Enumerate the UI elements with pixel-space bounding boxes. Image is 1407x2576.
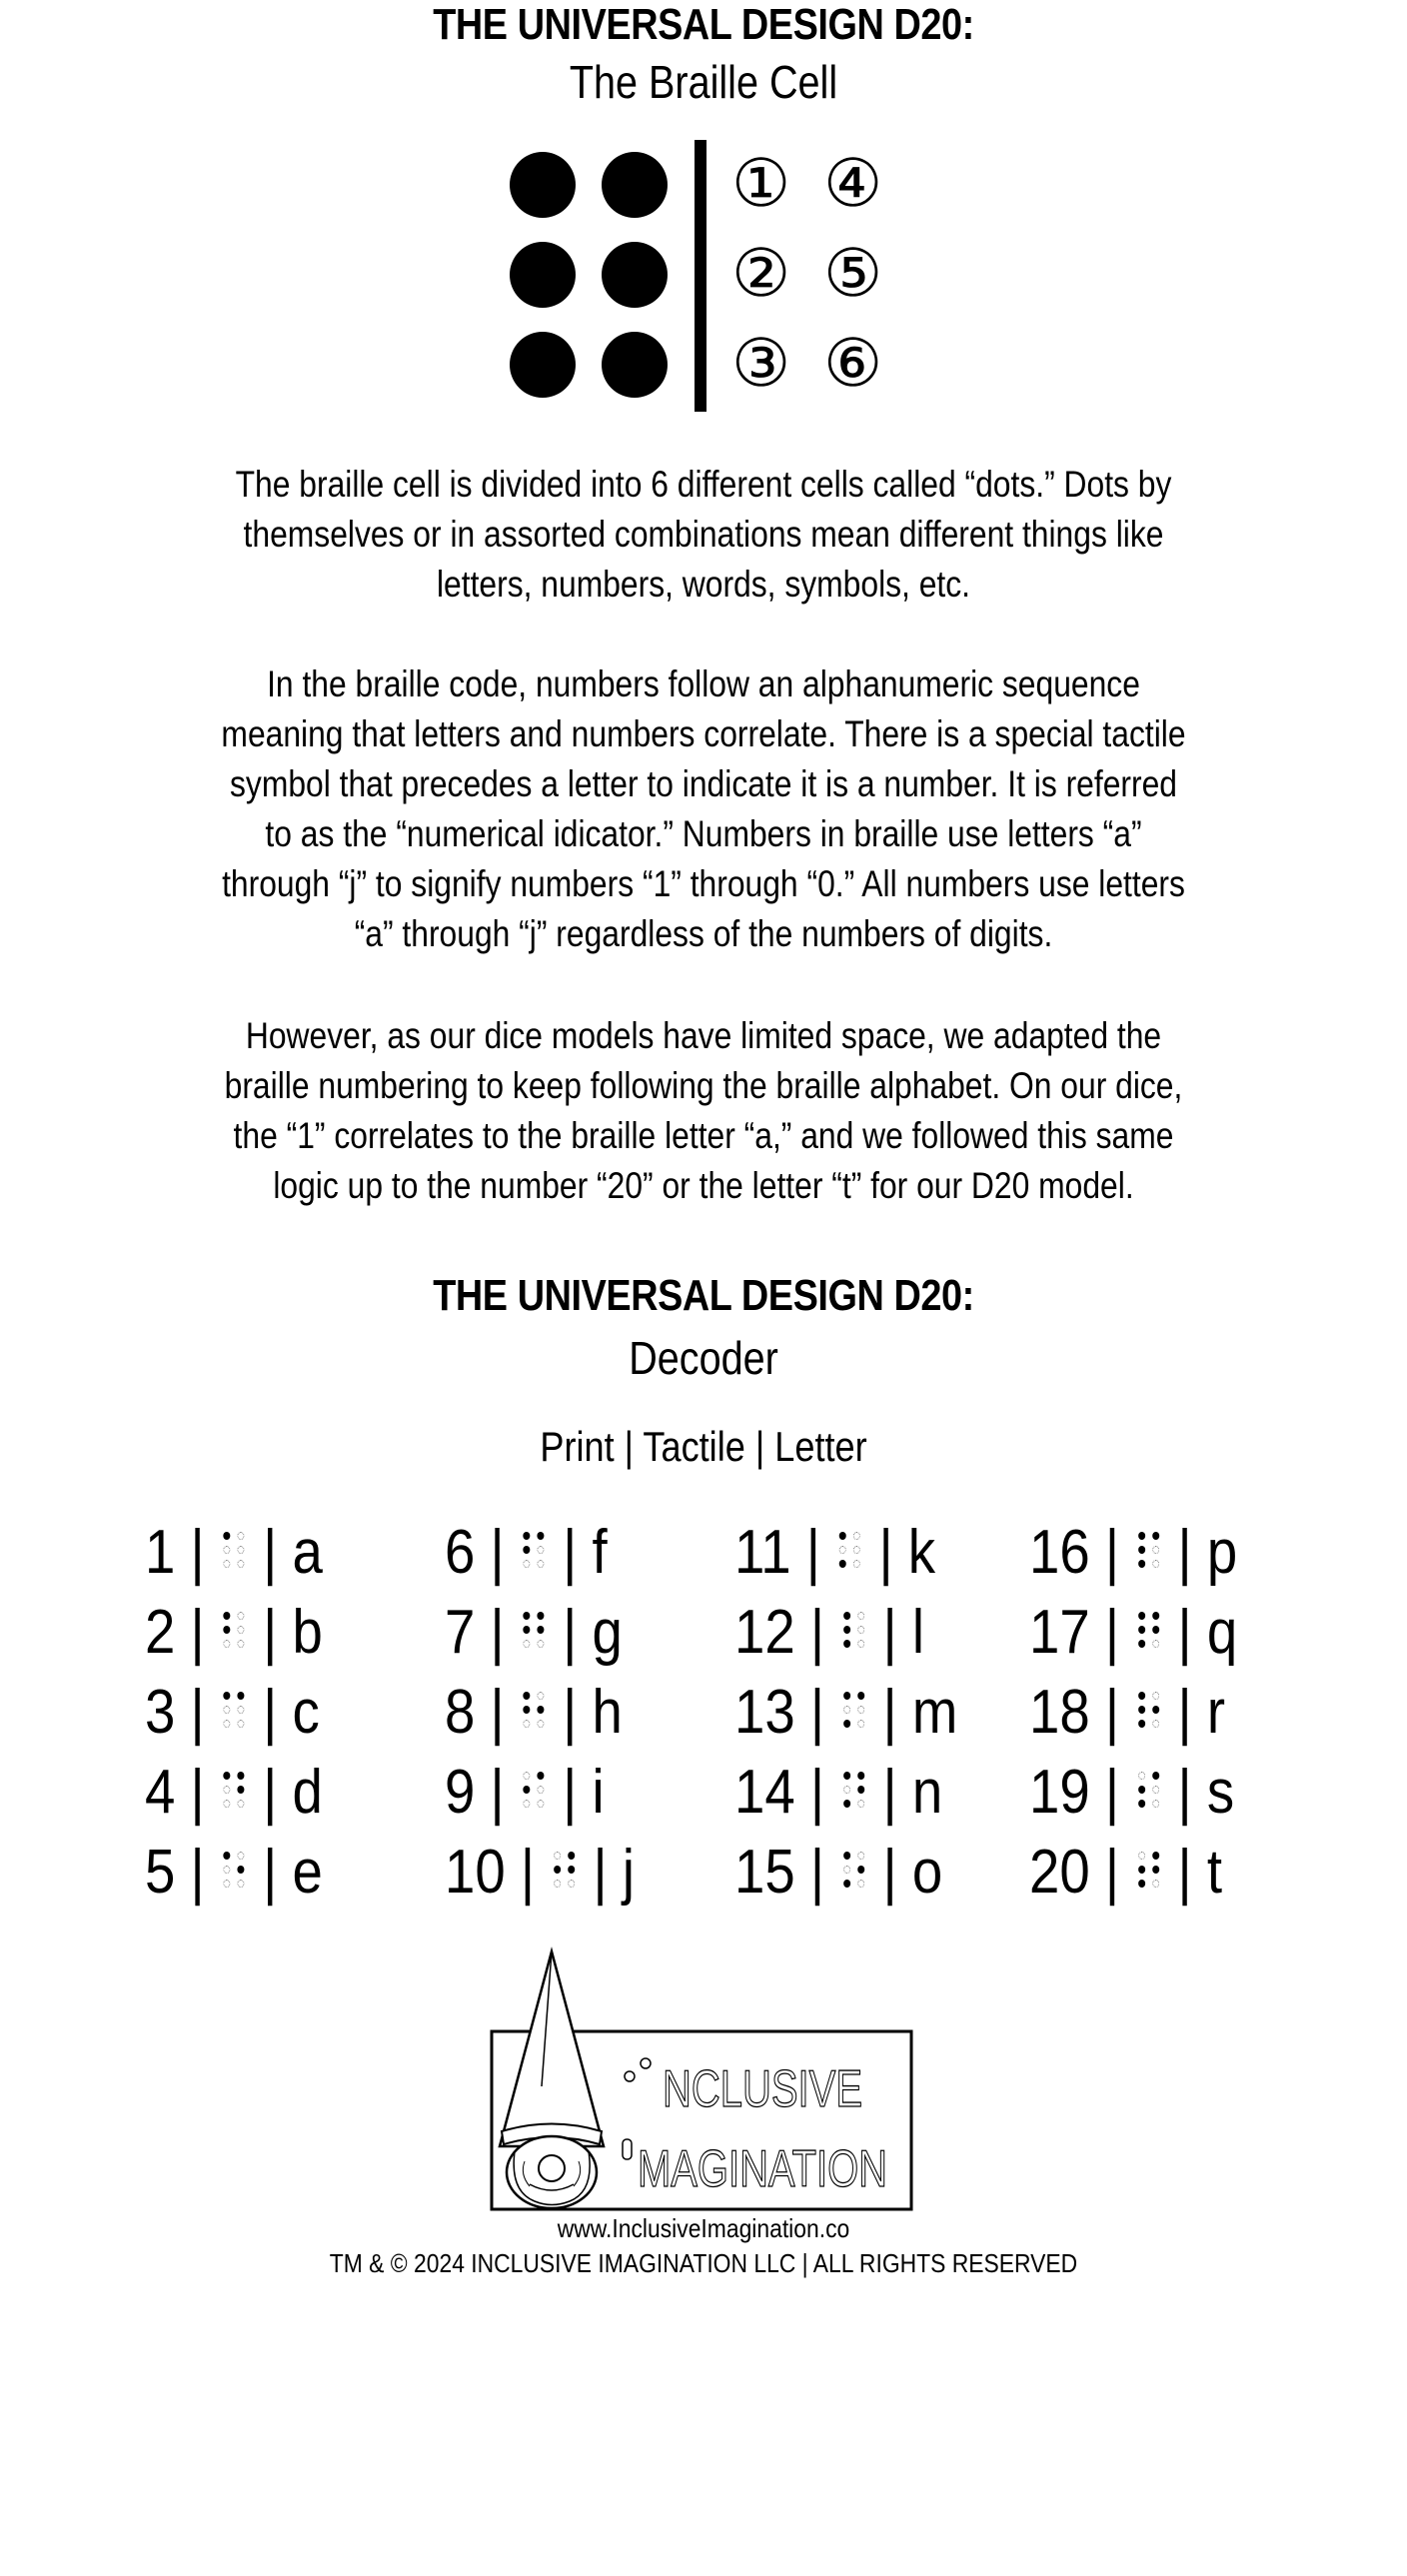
empty-dot (237, 1880, 244, 1888)
decoder-entry (145, 1677, 320, 1748)
separator: | (1089, 1598, 1135, 1667)
decoder-print-number: 6 (445, 1518, 476, 1587)
decoder-tactile-braille-icon (222, 1606, 247, 1656)
dot-number-5: ⑤ (823, 236, 883, 310)
logo-text-inclusive: NCLUSIVE (663, 2060, 862, 2118)
separator: | (248, 1838, 293, 1907)
decoder-print-number: 5 (145, 1838, 176, 1907)
decoder-print-number: 7 (445, 1598, 476, 1667)
decoder-print-number: 10 (445, 1838, 506, 1907)
empty-dot (1152, 1560, 1159, 1568)
empty-dot (223, 1800, 230, 1808)
empty-dot (237, 1626, 244, 1634)
raised-dot (537, 1612, 544, 1620)
raised-dot (223, 1532, 230, 1540)
empty-dot (1138, 1852, 1145, 1860)
decoder-print-number: 11 (734, 1518, 791, 1587)
raised-dot (537, 1626, 544, 1634)
decoder-print-number: 20 (1029, 1838, 1090, 1907)
decoder-letter: d (292, 1758, 323, 1827)
paragraph-line: letters, numbers, words, symbols, etc. (436, 564, 971, 605)
decoder-entry (1029, 1677, 1225, 1748)
raised-dot (843, 1626, 850, 1634)
empty-dot (537, 1800, 544, 1808)
paragraph-braille-numbers (99, 659, 1309, 959)
separator: | (175, 1838, 220, 1907)
braille-dot-3 (510, 332, 576, 398)
dot-number-3: ③ (731, 326, 791, 400)
dot-number-1: ① (731, 146, 791, 220)
decoder-tactile-braille-icon (222, 1846, 247, 1896)
raised-dot (1138, 1706, 1145, 1714)
paragraph-line: braille numbering to keep following the braille alphabet. On our dice, (224, 1065, 1183, 1106)
empty-dot (237, 1532, 244, 1540)
raised-dot (1138, 1546, 1145, 1554)
separator: | (548, 1598, 593, 1667)
decoder-column-header: Print | Tactile | Letter (540, 1423, 867, 1470)
raised-dot (843, 1800, 850, 1808)
raised-dot (523, 1706, 530, 1714)
decoder-tactile-braille-icon (841, 1606, 866, 1656)
raised-dot (237, 1866, 244, 1874)
decoder-entry (145, 1757, 323, 1828)
separator: | (548, 1518, 593, 1587)
raised-dot (237, 1692, 244, 1700)
section-subtitle-braille-cell: The Braille Cell (569, 56, 838, 108)
empty-dot (857, 1640, 864, 1648)
decoder-print-number: 18 (1029, 1678, 1090, 1747)
raised-dot (223, 1772, 230, 1780)
separator: | (475, 1598, 520, 1667)
raised-dot (1138, 1720, 1145, 1728)
decoder-print-number: 13 (734, 1678, 795, 1747)
decoder-tactile-braille-icon (222, 1526, 247, 1576)
raised-dot (237, 1772, 244, 1780)
braille-dot-6 (602, 332, 668, 398)
decoder-letter: o (911, 1838, 943, 1907)
braille-dot-2 (510, 242, 576, 308)
empty-dot (857, 1626, 864, 1634)
decoder-tactile-braille-icon (841, 1846, 866, 1896)
empty-dot (237, 1560, 244, 1568)
decoder-letter: s (1206, 1758, 1235, 1827)
separator: | (867, 1838, 912, 1907)
raised-dot (839, 1560, 846, 1568)
raised-dot (1138, 1866, 1145, 1874)
raised-dot (843, 1720, 850, 1728)
empty-dot (223, 1786, 230, 1794)
empty-dot (853, 1546, 860, 1554)
dot-number-4: ④ (823, 146, 883, 220)
paragraph-line: themselves or in assorted combinations mean different things like (243, 514, 1164, 555)
logo-text-imagination: MAGINATION (638, 2140, 887, 2198)
paragraph-line: logic up to the number “20” or the letter “t” for our D20 model. (273, 1165, 1134, 1206)
empty-dot (857, 1612, 864, 1620)
empty-dot (853, 1532, 860, 1540)
separator: | (175, 1678, 220, 1747)
decoder-letter: t (1206, 1838, 1223, 1907)
separator: | (1162, 1838, 1207, 1907)
empty-dot (237, 1612, 244, 1620)
braille-dot-4 (602, 152, 668, 218)
empty-dot (237, 1852, 244, 1860)
braille-cell-diagram (510, 140, 909, 415)
separator: | (867, 1678, 912, 1747)
raised-dot (568, 1866, 575, 1874)
decoder-entry (145, 1517, 323, 1588)
raised-dot (1138, 1640, 1145, 1648)
decoder-letter: q (1206, 1598, 1238, 1667)
empty-dot (857, 1720, 864, 1728)
decoder-entry (734, 1597, 924, 1668)
decoder-entry (445, 1757, 605, 1828)
raised-dot (857, 1866, 864, 1874)
braille-dot-5 (602, 242, 668, 308)
empty-dot (1152, 1880, 1159, 1888)
decoder-letter: j (622, 1838, 635, 1907)
decoder-entry (445, 1597, 623, 1668)
paragraph-braille-cell (99, 460, 1309, 610)
footer-website-link[interactable]: www.InclusiveImagination.co (557, 2213, 850, 2243)
decoder-letter: r (1206, 1678, 1226, 1747)
decoder-letter: k (907, 1518, 936, 1587)
empty-dot (554, 1852, 561, 1860)
decoder-tactile-braille-icon (1136, 1606, 1161, 1656)
separator: | (578, 1838, 623, 1907)
decoder-print-number: 4 (145, 1758, 176, 1827)
decoder-tactile-braille-icon (1136, 1686, 1161, 1736)
cell-divider (695, 140, 706, 412)
separator: | (1089, 1678, 1135, 1747)
separator: | (548, 1758, 593, 1827)
decoder-tactile-braille-icon (841, 1766, 866, 1816)
empty-dot (523, 1720, 530, 1728)
paragraph-line: However, as our dice models have limited space, we adapted the (245, 1015, 1162, 1056)
raised-dot (223, 1852, 230, 1860)
empty-dot (237, 1546, 244, 1554)
empty-dot (523, 1772, 530, 1780)
raised-dot (1152, 1612, 1159, 1620)
separator: | (1162, 1598, 1207, 1667)
decoder-tactile-braille-icon (522, 1526, 547, 1576)
raised-dot (843, 1852, 850, 1860)
raised-dot (1138, 1800, 1145, 1808)
separator: | (1162, 1678, 1207, 1747)
decoder-entry (1029, 1597, 1237, 1668)
empty-dot (537, 1692, 544, 1700)
separator: | (1089, 1838, 1135, 1907)
raised-dot (223, 1612, 230, 1620)
decoder-tactile-braille-icon (841, 1686, 866, 1736)
empty-dot (568, 1880, 575, 1888)
decoder-print-number: 12 (734, 1598, 795, 1667)
paragraph-dice-adaptation (99, 1011, 1309, 1211)
empty-dot (223, 1560, 230, 1568)
raised-dot (1152, 1772, 1159, 1780)
raised-dot (523, 1626, 530, 1634)
decoder-entry (1029, 1517, 1237, 1588)
separator: | (867, 1598, 912, 1667)
raised-dot (1152, 1866, 1159, 1874)
separator: | (794, 1678, 840, 1747)
decoder-entry (1029, 1837, 1222, 1908)
separator: | (248, 1758, 293, 1827)
decoder-tactile-braille-icon (1136, 1766, 1161, 1816)
section-subtitle-decoder: Decoder (629, 1332, 778, 1384)
raised-dot (1138, 1560, 1145, 1568)
empty-dot (1152, 1546, 1159, 1554)
empty-dot (237, 1640, 244, 1648)
decoder-print-number: 1 (145, 1518, 176, 1587)
separator: | (175, 1518, 220, 1587)
raised-dot (223, 1626, 230, 1634)
decoder-letter: a (292, 1518, 323, 1587)
raised-dot (554, 1866, 561, 1874)
paragraph-line: meaning that letters and numbers correlate. There is a special tactile (221, 713, 1186, 754)
decoder-print-number: 19 (1029, 1758, 1090, 1827)
raised-dot (1138, 1786, 1145, 1794)
raised-dot (1138, 1532, 1145, 1540)
empty-dot (537, 1640, 544, 1648)
decoder-entry (145, 1837, 323, 1908)
empty-dot (857, 1706, 864, 1714)
empty-dot (237, 1706, 244, 1714)
separator: | (863, 1518, 908, 1587)
empty-dot (1152, 1786, 1159, 1794)
decoder-entry (445, 1517, 608, 1588)
decoder-letter: i (592, 1758, 605, 1827)
empty-dot (537, 1560, 544, 1568)
decoder-letter: b (292, 1598, 323, 1667)
separator: | (505, 1838, 551, 1907)
empty-dot (1152, 1800, 1159, 1808)
paragraph-line: In the braille code, numbers follow an alphanumeric sequence (267, 663, 1140, 704)
raised-dot (1138, 1880, 1145, 1888)
decoder-tactile-braille-icon (522, 1686, 547, 1736)
decoder-letter: n (911, 1758, 943, 1827)
decoder-tactile-braille-icon (222, 1766, 247, 1816)
separator: | (1089, 1518, 1135, 1587)
decoder-print-number: 3 (145, 1678, 176, 1747)
decoder-print-number: 14 (734, 1758, 795, 1827)
raised-dot (843, 1692, 850, 1700)
braille-dot-1 (510, 152, 576, 218)
empty-dot (843, 1866, 850, 1874)
decoder-tactile-braille-icon (222, 1686, 247, 1736)
raised-dot (843, 1880, 850, 1888)
footer-copyright: TM & © 2024 INCLUSIVE IMAGINATION LLC | ALL RIGHTS RESERVED (329, 2248, 1078, 2278)
raised-dot (1138, 1626, 1145, 1634)
raised-dot (223, 1692, 230, 1700)
decoder-entry (445, 1837, 635, 1908)
decoder-print-number: 9 (445, 1758, 476, 1827)
empty-dot (223, 1720, 230, 1728)
decoder-tactile-braille-icon (522, 1766, 547, 1816)
decoder-letter: f (592, 1518, 608, 1587)
decoder-letter: l (911, 1598, 924, 1667)
raised-dot (843, 1772, 850, 1780)
empty-dot (1138, 1772, 1145, 1780)
dot-number-2: ② (731, 236, 791, 310)
separator: | (1089, 1758, 1135, 1827)
empty-dot (523, 1800, 530, 1808)
separator: | (790, 1518, 836, 1587)
raised-dot (537, 1706, 544, 1714)
separator: | (248, 1518, 293, 1587)
empty-dot (237, 1800, 244, 1808)
raised-dot (1138, 1692, 1145, 1700)
raised-dot (857, 1772, 864, 1780)
empty-dot (843, 1786, 850, 1794)
raised-dot (843, 1612, 850, 1620)
raised-dot (523, 1612, 530, 1620)
empty-dot (223, 1880, 230, 1888)
raised-dot (237, 1786, 244, 1794)
empty-dot (857, 1852, 864, 1860)
empty-dot (223, 1706, 230, 1714)
empty-dot (1152, 1640, 1159, 1648)
separator: | (475, 1518, 520, 1587)
empty-dot (839, 1546, 846, 1554)
empty-dot (857, 1800, 864, 1808)
decoder-letter: c (292, 1678, 320, 1747)
separator: | (794, 1598, 840, 1667)
empty-dot (853, 1560, 860, 1568)
separator: | (1162, 1518, 1207, 1587)
separator: | (794, 1838, 840, 1907)
inclusive-imagination-logo (480, 1946, 919, 2216)
empty-dot (857, 1880, 864, 1888)
raised-dot (843, 1640, 850, 1648)
dot-number-6: ⑥ (823, 326, 883, 400)
separator: | (175, 1598, 220, 1667)
separator: | (1162, 1758, 1207, 1827)
separator: | (475, 1678, 520, 1747)
decoder-entry (1029, 1757, 1234, 1828)
raised-dot (537, 1532, 544, 1540)
raised-dot (523, 1692, 530, 1700)
paragraph-line: to as the “numerical idicator.” Numbers in braille use letters “a” (265, 813, 1142, 854)
raised-dot (523, 1532, 530, 1540)
decoder-tactile-braille-icon (1136, 1846, 1161, 1896)
empty-dot (1152, 1692, 1159, 1700)
empty-dot (1152, 1720, 1159, 1728)
empty-dot (537, 1786, 544, 1794)
decoder-entry (445, 1677, 623, 1748)
raised-dot (1152, 1626, 1159, 1634)
empty-dot (537, 1546, 544, 1554)
raised-dot (1138, 1612, 1145, 1620)
raised-dot (523, 1546, 530, 1554)
decoder-print-number: 2 (145, 1598, 176, 1667)
decoder-letter: p (1206, 1518, 1238, 1587)
paragraph-line: “a” through “j” regardless of the numbers of digits. (354, 913, 1053, 954)
separator: | (175, 1758, 220, 1827)
section-title-decoder: THE UNIVERSAL DESIGN D20: (433, 1271, 974, 1320)
decoder-tactile-braille-icon (552, 1846, 577, 1896)
raised-dot (1152, 1706, 1159, 1714)
raised-dot (1152, 1852, 1159, 1860)
decoder-print-number: 17 (1029, 1598, 1090, 1667)
paragraph-line: symbol that precedes a letter to indicate it is a number. It is referred (230, 763, 1177, 804)
decoder-letter: h (592, 1678, 623, 1747)
empty-dot (523, 1640, 530, 1648)
decoder-letter: e (292, 1838, 323, 1907)
decoder-letter: m (911, 1678, 958, 1747)
raised-dot (1152, 1532, 1159, 1540)
gnome-logo-icon (480, 1946, 919, 2216)
raised-dot (568, 1852, 575, 1860)
separator: | (548, 1678, 593, 1747)
separator: | (475, 1758, 520, 1827)
empty-dot (537, 1720, 544, 1728)
section-title-braille-cell: THE UNIVERSAL DESIGN D20: (433, 0, 974, 49)
separator: | (867, 1758, 912, 1827)
empty-dot (223, 1866, 230, 1874)
decoder-tactile-braille-icon (522, 1606, 547, 1656)
paragraph-line: the “1” correlates to the braille letter “a,” and we followed this same (233, 1115, 1174, 1156)
decoder-letter: g (592, 1598, 623, 1667)
raised-dot (537, 1772, 544, 1780)
separator: | (248, 1598, 293, 1667)
paragraph-line: The braille cell is divided into 6 different cells called “dots.” Dots by (235, 464, 1172, 505)
decoder-print-number: 16 (1029, 1518, 1090, 1587)
decoder-tactile-braille-icon (1136, 1526, 1161, 1576)
decoder-entry (734, 1837, 942, 1908)
empty-dot (223, 1640, 230, 1648)
empty-dot (523, 1560, 530, 1568)
decoder-entry (734, 1517, 935, 1588)
decoder-entry (145, 1597, 323, 1668)
paragraph-line: through “j” to signify numbers “1” through “0.” All numbers use letters (222, 863, 1185, 904)
decoder-tactile-braille-icon (837, 1526, 862, 1576)
empty-dot (554, 1880, 561, 1888)
raised-dot (839, 1532, 846, 1540)
decoder-print-number: 15 (734, 1838, 795, 1907)
empty-dot (843, 1706, 850, 1714)
raised-dot (523, 1786, 530, 1794)
separator: | (794, 1758, 840, 1827)
raised-dot (857, 1692, 864, 1700)
decoder-entry (734, 1757, 942, 1828)
decoder-entry (734, 1677, 957, 1748)
decoder-print-number: 8 (445, 1678, 476, 1747)
empty-dot (223, 1546, 230, 1554)
raised-dot (857, 1786, 864, 1794)
empty-dot (237, 1720, 244, 1728)
separator: | (248, 1678, 293, 1747)
